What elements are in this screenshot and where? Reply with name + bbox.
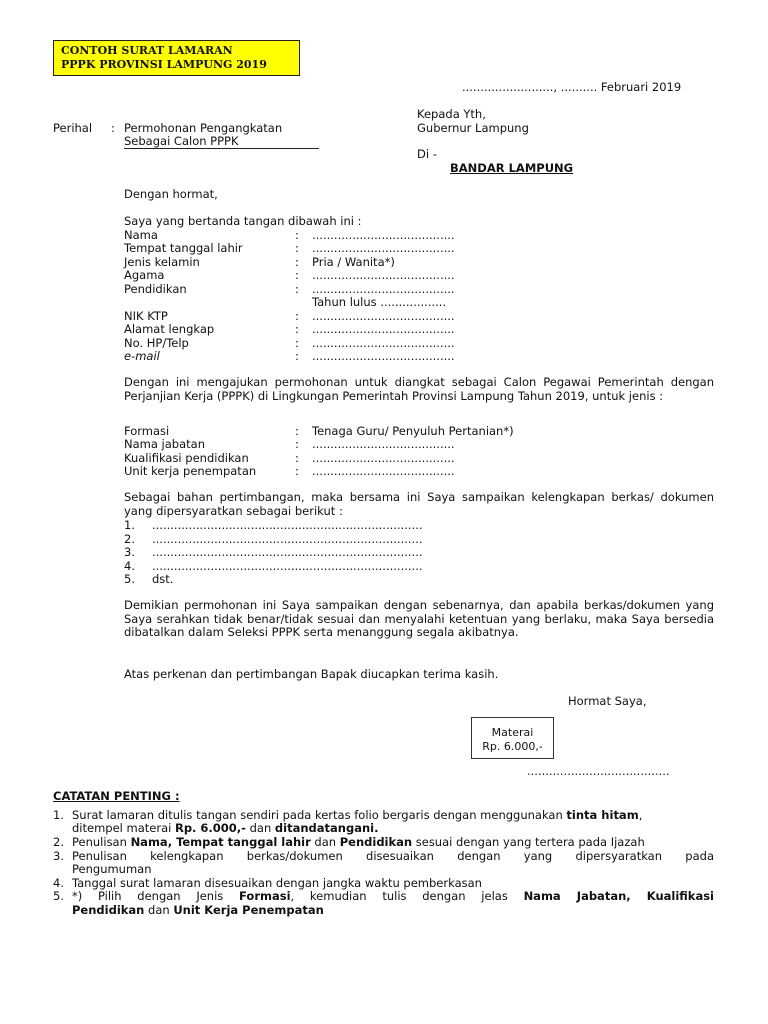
list-item-number: 5. [124, 572, 135, 586]
note-5-line-2: Pendidikan dan Unit Kerja Penempatan [72, 903, 324, 917]
field-colon: : [295, 349, 299, 363]
field-label: Alamat lengkap [124, 322, 215, 336]
field-label: Agama [124, 268, 165, 282]
field-colon: : [295, 322, 299, 336]
field-value: ....................................... [312, 309, 455, 323]
note-1-line-2: ditempel materai Rp. 6.000,- dan ditandatangani. [72, 821, 379, 835]
list-item: .......................................................................... [152, 559, 423, 573]
field-colon: : [295, 282, 299, 296]
field-value-graduation-year: Tahun lulus .................. [312, 295, 447, 309]
field-colon: : [295, 451, 299, 465]
note-3-line-1: Penulisan kelengkapan berkas/dokumen disesuaikan dengan yang dipersyaratkan pada [72, 849, 714, 863]
list-item: dst. [152, 572, 174, 586]
field-colon: : [295, 268, 299, 282]
field-colon: : [295, 464, 299, 478]
note-number: 4. [53, 876, 64, 890]
note-4: Tanggal surat lamaran disesuaikan dengan jangka waktu pemberkasan [72, 876, 482, 890]
materai-amount: Rp. 6.000,- [482, 740, 543, 753]
field-label: Tempat tanggal lahir [124, 241, 243, 255]
field-value: ....................................... [312, 322, 455, 336]
request-paragraph: Dengan ini mengajukan permohonan untuk diangkat sebagai Calon Pegawai Pemerintah dengan Perjanjian Kerja (PPPK) di Lingkungan Pemerintah Provinsi Lampung Tahun 2019, untuk jenis : [124, 375, 714, 403]
list-item: .......................................................................... [152, 532, 423, 546]
field-label: Pendidikan [124, 282, 187, 296]
field-value: ....................................... [312, 464, 455, 478]
perihal-label: Perihal [53, 121, 93, 135]
field-value: ....................................... [312, 268, 455, 282]
recipient-line-3: Di - [417, 147, 437, 161]
list-item-number: 2. [124, 532, 135, 546]
list-item: .......................................................................... [152, 545, 423, 559]
perihal-line-1: Permohonan Pengangkatan [124, 121, 283, 135]
field-label: Nama [124, 228, 158, 242]
field-colon: : [295, 309, 299, 323]
perihal-colon: : [111, 121, 115, 135]
note-number: 3. [53, 849, 64, 863]
recipient-line-1: Kepada Yth, [417, 107, 486, 121]
note-1-line-1: Surat lamaran ditulis tangan sendiri pada kertas folio bergaris dengan menggunakan tinta hitam, [72, 808, 643, 822]
title-line-2: PPPK PROVINSI LAMPUNG 2019 [61, 58, 267, 71]
title-box [53, 40, 300, 76]
note-3-line-2: Pengumuman [72, 862, 152, 876]
perihal-line-2: Sebagai Calon PPPK [124, 134, 239, 148]
field-colon: : [295, 437, 299, 451]
perihal-underline [124, 148, 319, 149]
recipient-city: BANDAR LAMPUNG [450, 161, 574, 175]
recipient-line-2: Gubernur Lampung [417, 121, 529, 135]
field-colon: : [295, 228, 299, 242]
title-line-1: CONTOH SURAT LAMARAN [61, 44, 233, 57]
field-label: Nama jabatan [124, 437, 205, 451]
list-item-number: 1. [124, 518, 135, 532]
note-2: Penulisan Nama, Tempat tanggal lahir dan Pendidikan sesuai dengan yang tertera pada Ijazah [72, 835, 645, 849]
field-value: ....................................... [312, 437, 455, 451]
intro-text: Saya yang bertanda tangan dibawah ini : [124, 214, 362, 228]
closing-paragraph: Demikian permohonan ini Saya sampaikan dengan sebenarnya, dan apabila berkas/dokumen yang Saya serahkan tidak benar/tidak sesuai dan menyalahi ketentuan yang berlaku, maka Saya bersedia dibatalkan dalam Seleksi PPPK serta menanggung segala akibatnya. [124, 598, 714, 639]
date-line: ........................., .......... Februari 2019 [462, 80, 682, 94]
docs-paragraph: Sebagai bahan pertimbangan, maka bersama ini Saya sampaikan kelengkapan berkas/ dokumen yang dipersyaratkan sebagai berikut : [124, 490, 714, 518]
field-colon: : [295, 255, 299, 269]
note-number: 1. [53, 808, 64, 822]
signoff-text: Hormat Saya, [568, 694, 647, 708]
note-number: 2. [53, 835, 64, 849]
field-value: ....................................... [312, 241, 455, 255]
note-number: 5. [53, 889, 64, 903]
field-colon: : [295, 336, 299, 350]
materai-stamp-box [471, 717, 554, 759]
field-value: ....................................... [312, 228, 455, 242]
field-label: Formasi [124, 424, 170, 438]
thanks-text: Atas perkenan dan pertimbangan Bapak diucapkan terima kasih. [124, 667, 499, 681]
notes-heading: CATATAN PENTING : [53, 789, 180, 803]
field-label: NIK KTP [124, 309, 168, 323]
field-value: ....................................... [312, 282, 455, 296]
field-value: ....................................... [312, 451, 455, 465]
greeting: Dengan hormat, [124, 187, 218, 201]
field-colon: : [295, 424, 299, 438]
field-label: Unit kerja penempatan [124, 464, 257, 478]
signature-line: ....................................... [527, 764, 670, 778]
field-value: ....................................... [312, 336, 455, 350]
field-label: No. HP/Telp [124, 336, 189, 350]
field-label: Kualifikasi pendidikan [124, 451, 249, 465]
field-label: Jenis kelamin [124, 255, 200, 269]
field-value: Tenaga Guru/ Penyuluh Pertanian*) [312, 424, 514, 438]
field-value: Pria / Wanita*) [312, 255, 395, 269]
field-colon: : [295, 241, 299, 255]
note-5-line-1: *) Pilih dengan Jenis Formasi, kemudian tulis dengan jelas Nama Jabatan, Kualifikasi [72, 889, 714, 903]
materai-label: Materai [491, 726, 534, 739]
list-item: .......................................................................... [152, 518, 423, 532]
field-value: ....................................... [312, 349, 455, 363]
list-item-number: 3. [124, 545, 135, 559]
list-item-number: 4. [124, 559, 135, 573]
field-label: e-mail [124, 349, 160, 363]
